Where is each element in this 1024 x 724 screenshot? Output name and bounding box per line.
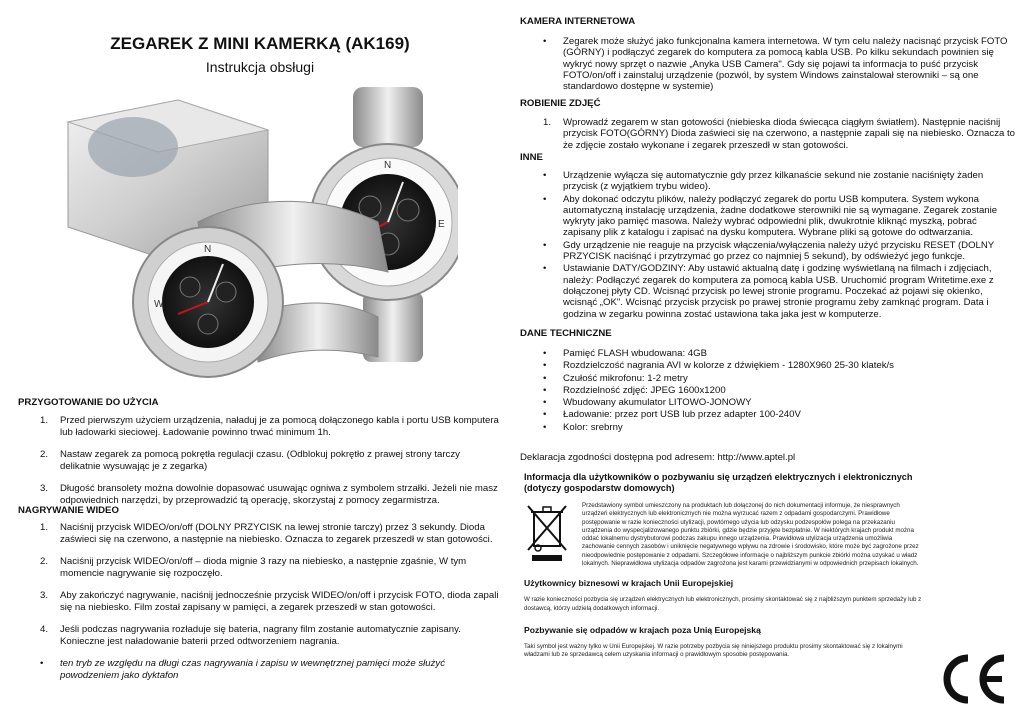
- list-item: 1. Wprowadź zegarem w stan gotowości (niebieska dioda świecąca ciągłym światłem). Następnie naciśnij przycisk FOTO(GÓRNY) Dioda zaświeci się na czerwono, a następnie zapali się na niebiesko. Oznacza to że zdjęcie zostało wykonane i zegarek przeszedł w stan gotowości.: [543, 117, 1015, 151]
- list-item: 1. Naciśnij przycisk WIDEO/on/off (DOLNY PRZYCISK na lewej stronie tarczy) przez 3 sekundy. Dioda zaświeci się na czerwono, a następnie na niebiesko. Oznacza to zegarek przeszedł w stan gotowości.: [40, 522, 493, 545]
- video-list: [18, 522, 502, 692]
- prep-list: [18, 415, 502, 517]
- list-item: • Rozdzielczość nagrania AVI w kolorze z dźwiękiem - 1280X960 25-30 klatek/s: [543, 360, 894, 372]
- document-subtitle: Instrukcja obsługi: [205, 59, 315, 75]
- list-item: • Ładowanie: przez port USB lub przez adapter 100-240V: [543, 409, 801, 421]
- prep-heading: PRZYGOTOWANIE DO UŻYCIA: [18, 397, 159, 408]
- photo-heading: ROBIENIE ZDJĘĆ: [520, 98, 601, 109]
- list-item: • Urządzenie wyłącza się automatycznie gdy przez kilkanaście sekund nie zostanie naciśnięty żaden przycisk (z wyjątkiem trybu wideo).: [543, 170, 984, 193]
- video-heading: NAGRYWANIE WIDEO: [18, 505, 119, 516]
- specs-list: [520, 348, 1016, 434]
- list-item: • Pamięć FLASH wbudowana: 4GB: [543, 348, 707, 359]
- svg-text:N: N: [384, 160, 392, 171]
- list-item: • Rozdzielność zdjęć: JPEG 1600x1200: [543, 384, 726, 396]
- product-photo: [58, 82, 458, 382]
- list-item: 2. Naciśnij przycisk WIDEO/on/off – dioda mignie 3 razy na niebiesko, a następnie zgaśnie, W tym momencie nagrywanie się rozpoczęło.: [40, 556, 467, 579]
- webcam-heading: KAMERA INTERNETOWA: [520, 16, 636, 27]
- document-title: ZEGAREK Z MINI KAMERKĄ (AK169): [110, 34, 410, 53]
- other-heading: INNE: [520, 152, 543, 163]
- dictaphone-note: • ten tryb ze względu na długi czas nagrywania i zapisu w wewnętrznej pamięci może służyć powodzeniem jako dyktafon: [40, 658, 445, 681]
- list-item: • Ustawianie DATY/GODZINY: Aby ustawić aktualną datę i godzinę wyświetlaną na filmach i zdjęciach, należy: Podłączyć zegarek do komputera za pomocą kabla USB. Uruchomić program Writetime.exe z dołączonej płyty CD. Wcisnąć przycisk po lewej stronie programu. Poczekać aż pojawi się okienko, wcisnąć „OK". Wcisnąć przycisk przycisk po prawej stronie programu żeby zamknąć program. Data i godzina w zegarku powinna zostać ustawiona taka jaka jest w komputerze.: [543, 263, 994, 320]
- list-item: • Kolor: srebrny: [543, 421, 623, 433]
- weee-info: [524, 472, 924, 660]
- list-item: • Wbudowany akumulator LITOWO-JONOWY: [543, 397, 752, 409]
- crossed-bin-icon: [524, 502, 572, 564]
- list-item: • Aby dokonać odczytu plików, należy podłączyć zegarek do portu USB komputera. System wykona automatyczną instalację urządzenia, żadne dodatkowe sterowniki nie są wymagane. Zegarek zostanie wykryty jako pamięć masowa. Należy wybrać odpowiedni plik, dwukrotnie kliknąć myszką, pobrać zapisany plik z katalogu i zapisać na dysku komputera. Wybrane pliki są gotowe do odtwarzania.: [543, 193, 998, 239]
- outside-eu-heading: Pozbywanie się odpadów w krajach poza Unią Europejską: [524, 624, 761, 635]
- svg-text:W: W: [154, 299, 164, 310]
- business-text: W razie konieczności pozbycia się urządzeń elektrycznych lub elektronicznych, prosimy skontaktować się z najbliższym punktem sprzedaży lub z dostawcą, którzy udzielą dodatkowych informacji.: [524, 596, 922, 612]
- photo-list: [520, 117, 1016, 152]
- declaration-text: Deklaracja zgodności dostępna pod adresem: http://www.aptel.pl: [520, 452, 796, 463]
- svg-text:N: N: [204, 244, 212, 255]
- list-item: • Czułość mikrofonu: 1-2 metry: [543, 372, 688, 384]
- other-list: [520, 170, 1016, 321]
- webcam-list: [520, 36, 1016, 93]
- list-item: 3. Aby zakończyć nagrywanie, naciśnij jednocześnie przycisk WIDEO/on/off i przycisk FOTO, dioda zapali się na niebiesko. Film został zapisany w pamięci, a zegarek przeszedł w stan gotowości.: [40, 590, 499, 613]
- weee-body-row: [524, 502, 924, 568]
- list-item: 3. Długość bransolety można dowolnie dopasować usuwając ogniwa z symbolem strzałki. Jeżeli nie masz odpowiednich narzędzi, by przeprowadzić tą operację, skorzystaj z pomocy zegarmistrza.: [40, 483, 498, 506]
- weee-body: Przedstawiony symbol umieszczony na produktach lub dołączonej do nich dokumentacji informuje, że niesprawnych urządzeń elektrycznych lub elektronicznych nie można wyrzucać razem z odpadami gospodarczymi. Prawidłowe postępowanie w razie konieczności utylizacji, powtórnego użycia lub odzysku podzespołów polega na przekazaniu urządzenia do wyspecjalizowanego punktu zbiórki, gdzie będzie przyjęte bezpłatnie. W niektórych krajach produkt można oddać lokalnemu dystrybutorowi podczas zakupu innego urządzenia. Prawidłowa utylizacja urządzenia umożliwia zachowanie cennych zasobów i uniknięcie negatywnego wpływu na zdrowie i środowisko, które może być zagrożone przez nieodpowiednie postępowanie z odpadami. Szczegółowe informacje o najbliższym punkcie zbiórki można uzyskać u władz lokalnych. Nieprawidłowa utylizacja odpadów zagrożona jest karami przewidzianymi w odpowiednich przepisach lokalnych.: [582, 502, 919, 568]
- svg-text:E: E: [438, 219, 445, 230]
- list-item: 1. Przed pierwszym użyciem urządzenia, naładuj je za pomocą dołączonego kabla i portu USB komputera lub ładowarki sieciowej. Ładowanie powinno trwać minimum 1h.: [40, 415, 499, 438]
- ce-mark-icon: [938, 652, 1010, 706]
- list-item: • Gdy urządzenie nie reaguje na przycisk włączenia/wyłączenia należy użyć przycisku RESET (DOLNY PRZYCISK naciśnąć i przytrzymać go przez co najmniej 5 sekund), by odświeżyć jego funkcje.: [543, 239, 995, 263]
- outside-eu-text: Taki symbol jest ważny tylko w Unii Europejskej. W razie potrzeby pozbycia się niniejszego produktu prosimy skontaktować się z lokalnymi władzami lub ze sprzedawcą celem uzyskania informacji o prawidłowym sposobie postępowania.: [524, 642, 903, 659]
- list-item: • Zegarek może służyć jako funkcjonalna kamera internetowa. W tym celu należy nacisnąć przycisk FOTO (GÓRNY) i podłączyć zegarek do komputera za pomocą kabla USB. Po kilku sekundach powinien się wykryć nowy sprzęt o nazwie „Anyka USB Camera". Gdy się pojawi ta informacja to puść przycisk FOTO/on/off i zainstaluj urządzenie (pozwól, by system Windows zainstalował sterowniki – są one standardowo dostępne w systemie): [543, 36, 1008, 93]
- list-item: 4. Jeśli podczas nagrywania rozładuje się bateria, nagrany film zostanie automatycznie zapisany. Konieczne jest naładowanie baterii przed odtworzeniem nagrania.: [40, 624, 461, 647]
- list-item: 2. Nastaw zegarek za pomocą pokrętła regulacji czasu. (Odblokuj pokrętło z prawej strony tarczy delikatnie wysuwając je z zegarka): [40, 449, 460, 472]
- specs-heading: DANE TECHNICZNE: [520, 328, 612, 339]
- business-heading: Użytkownicy biznesowi w krajach Unii Europejskiej: [524, 578, 734, 589]
- weee-title: Informacja dla użytkowników o pozbywaniu się urządzeń elektrycznych i elektronicznych (dotyczy gospodarstw domowych): [524, 472, 913, 493]
